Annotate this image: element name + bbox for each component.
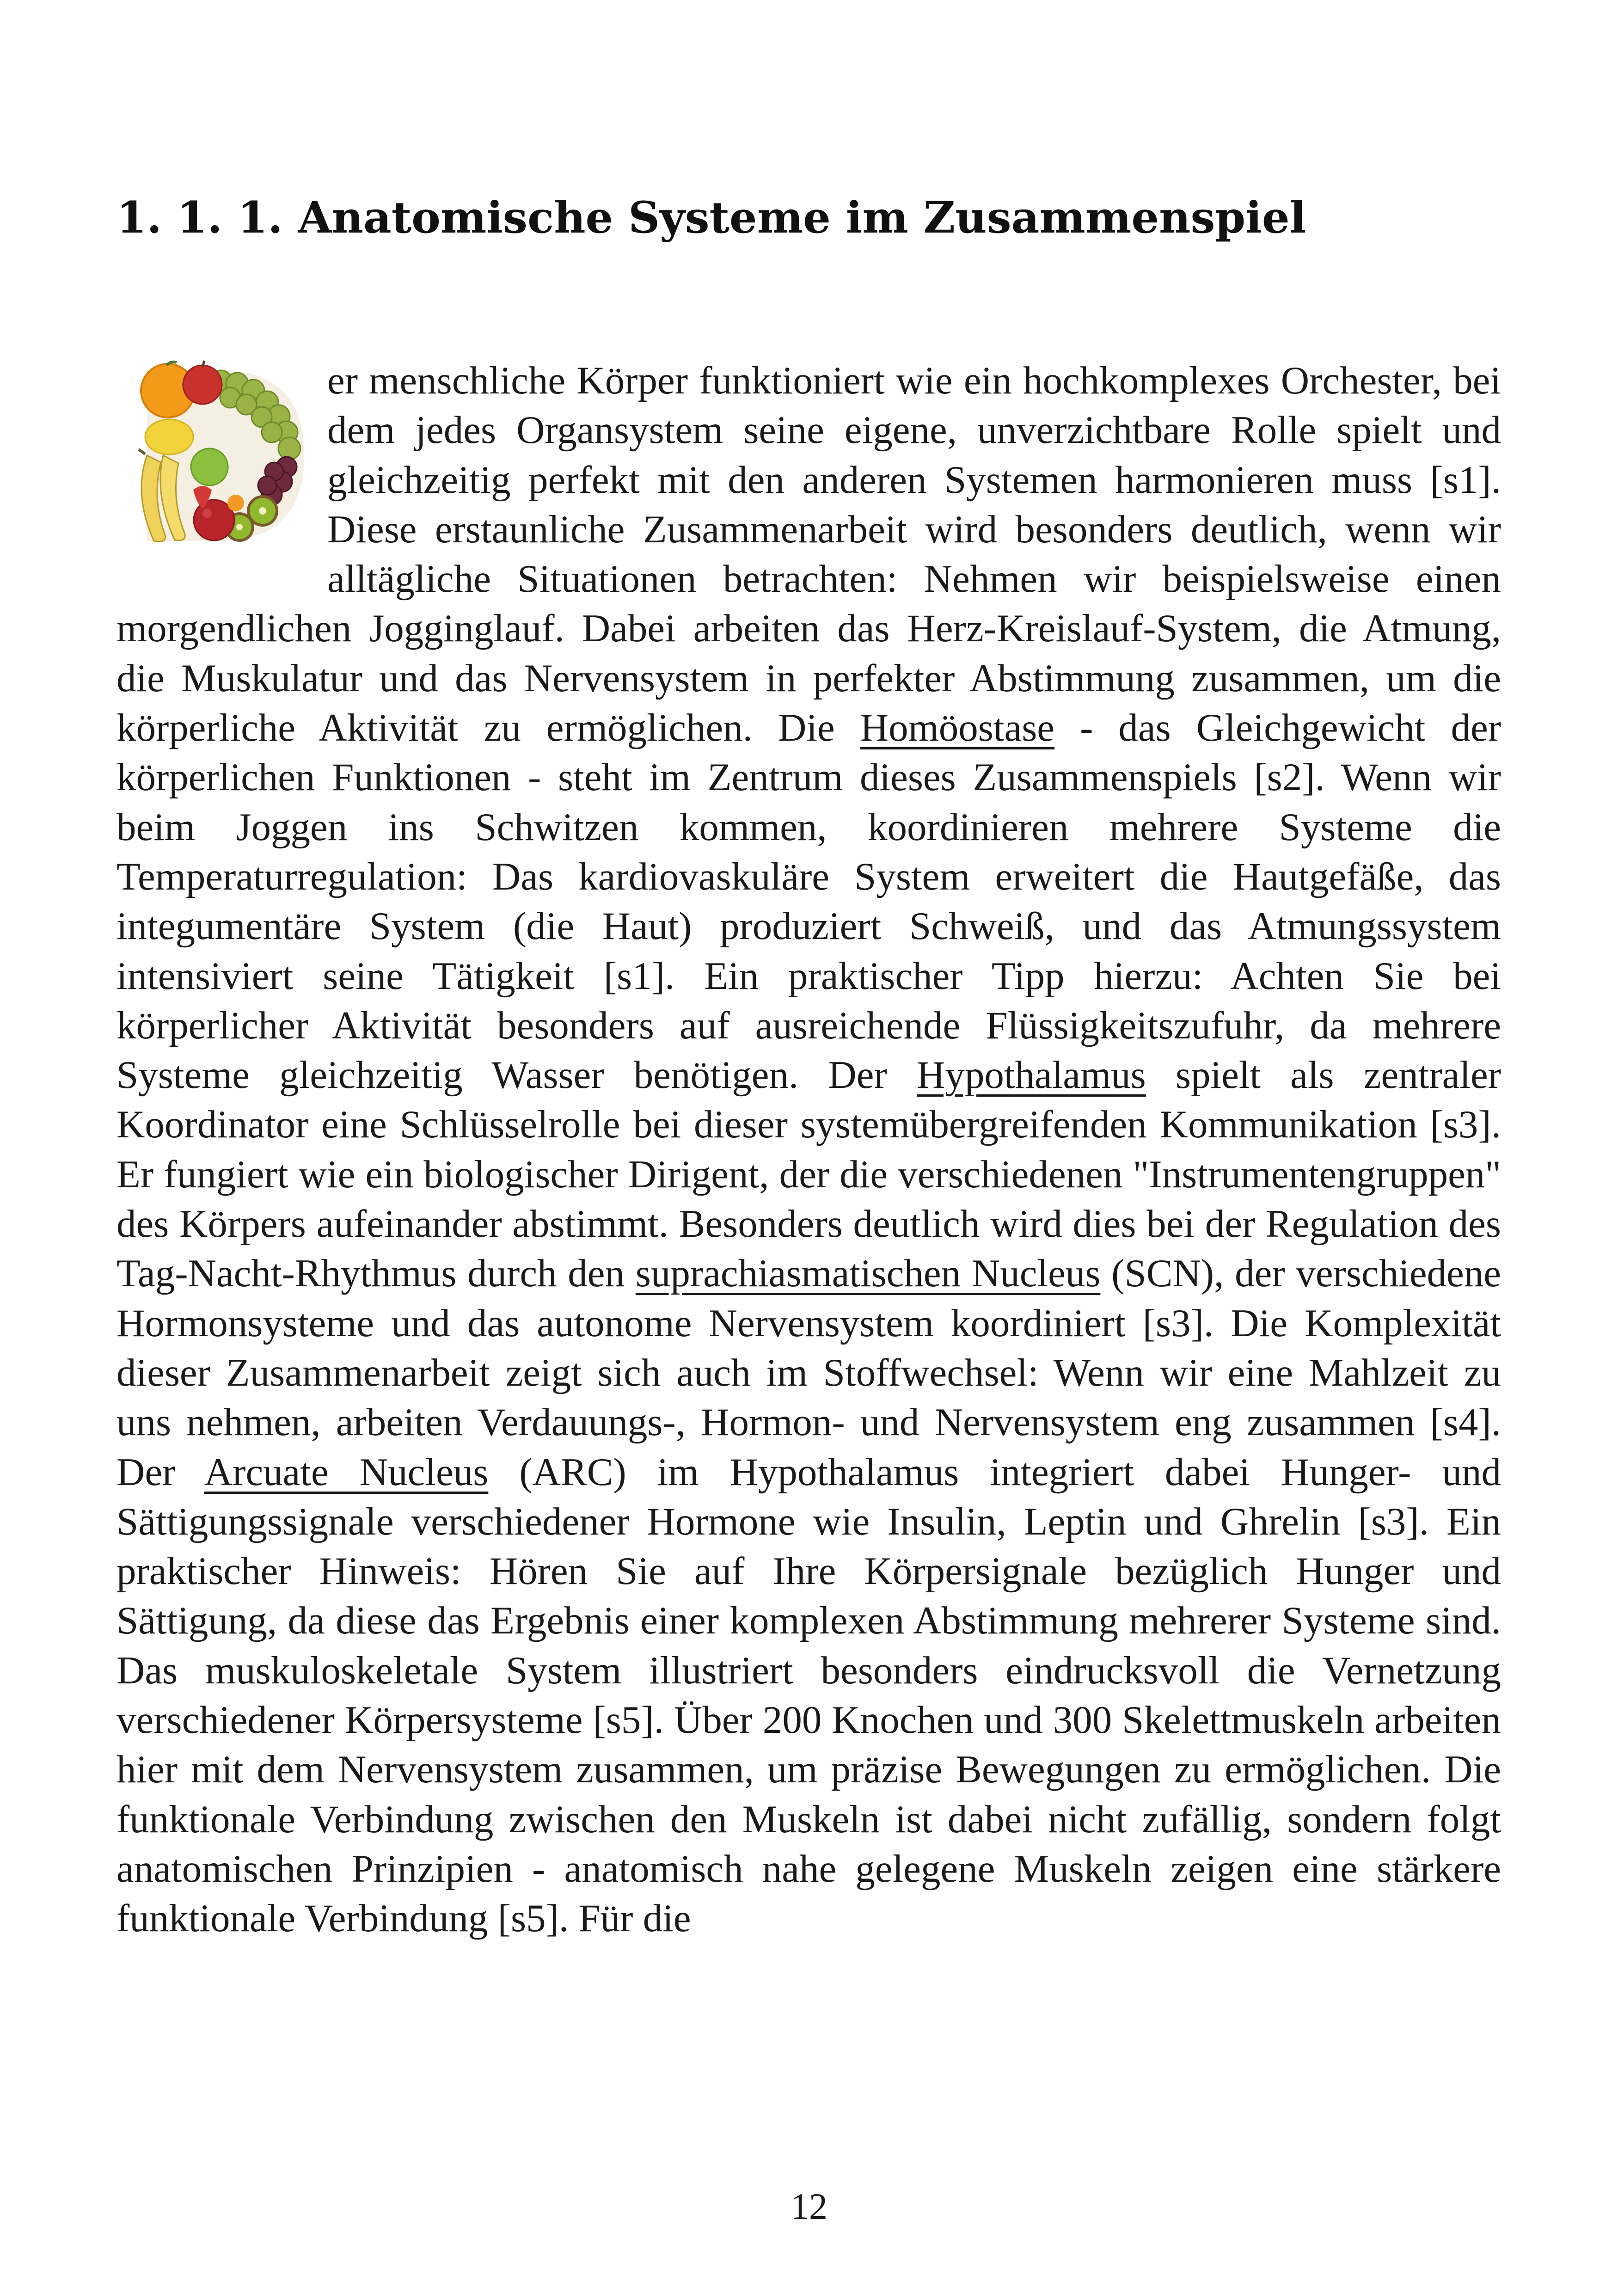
section-heading: 1. 1. 1. Anatomische Systeme im Zusammenspiel bbox=[116, 192, 1306, 243]
term-suprachiasmatischer-nucleus: suprachiasmatischen Nucleus bbox=[635, 1252, 1101, 1295]
body-paragraph: er menschliche Körper funktioniert wie ein hochkomplexes Orchester, bei dem jedes Organsystem seine eigene, unverzichtbare Rolle spielt und gleichzeitig perfekt mit den anderen Systemen harmonieren muss [s1]. Diese erstaunliche Zusammenarbeit wird besonders deutlich, wenn wir alltägliche Situationen betrachten: Nehmen wir beispielsweise einen morgendlichen Jogginglauf. Dabei arbeiten das Herz-Kreislauf-System, die Atmung, die Muskulatur und das Nervensystem in perfekter Abstimmung zusammen, um die körperliche Aktivität zu ermöglichen. Die Homöostase - das Gleichgewicht der körperlichen Funktionen - steht im Zentrum dieses Zusammenspiels [s2]. Wenn wir beim Joggen ins Schwitzen kommen, koordinieren mehrere Systeme die Temperaturregulation: Das kardiovaskuläre System erweitert die Hautgefäße, das integumentäre System (die Haut) produziert Schweiß, und das Atmungssystem intensiviert seine Tätigkeit [s1]. Ein praktischer Tipp hierzu: Achten Sie bei körperlicher Aktivität besonders auf ausreichende Flüssigkeitszufuhr, da mehrere Systeme gleichzeitig Wasser benötigen. Der Hypothalamus spielt als zentraler Koordinator eine Schlüsselrolle bei dieser systemübergreifenden Kommunikation [s3]. Er fungiert wie ein biologischer Dirigent, der die verschiedenen "Instrumentengruppen" des Körpers aufeinander abstimmt. Besonders deutlich wird dies bei der Regulation des Tag-Nacht-Rhythmus durch den suprachiasmatischen Nucleus (SCN), der verschiedene Hormonsysteme und das autonome Nervensystem koordiniert [s3]. Die Komplexität dieser Zusammenarbeit zeigt sich auch im Stoffwechsel: Wenn wir eine Mahlzeit zu uns nehmen, arbeiten Verdauungs-, Hormon- und Nervensystem eng zusammen [s4]. Der Arcuate Nucleus (ARC) im Hypothalamus integriert dabei Hunger- und Sättigungssignale verschiedener Hormone wie Insulin, Leptin und Ghrelin [s3]. Ein praktischer Hinweis: Hören Sie auf Ihre Körpersignale bezüglich Hunger und Sättigung, da diese das Ergebnis einer komplexen Abstimmung mehrerer Systeme sind. Das muskuloskeletale System illustriert besonders eindrucksvoll die Vernetzung verschiedener Körpersysteme [s5]. Über 200 Knochen und 300 Skelettmuskeln arbeiten hier mit dem Nervensystem zusammen, um präzise Bewegungen zu ermöglichen. Die funktionale Verbindung zwischen den Muskeln ist dabei nicht zufällig, sondern folgt anatomischen Prinzipien - anatomisch nahe gelegene Muskeln zeigen eine stärkere funktionale Verbindung [s5]. Für die bbox=[116, 356, 1501, 1944]
fruit-letter-d-icon bbox=[115, 356, 313, 555]
term-hypothalamus: Hypothalamus bbox=[916, 1053, 1146, 1097]
page-number: 12 bbox=[791, 2186, 827, 2227]
term-arcuate-nucleus: Arcuate Nucleus bbox=[204, 1450, 489, 1494]
term-homoostase: Homöostase bbox=[860, 706, 1055, 750]
